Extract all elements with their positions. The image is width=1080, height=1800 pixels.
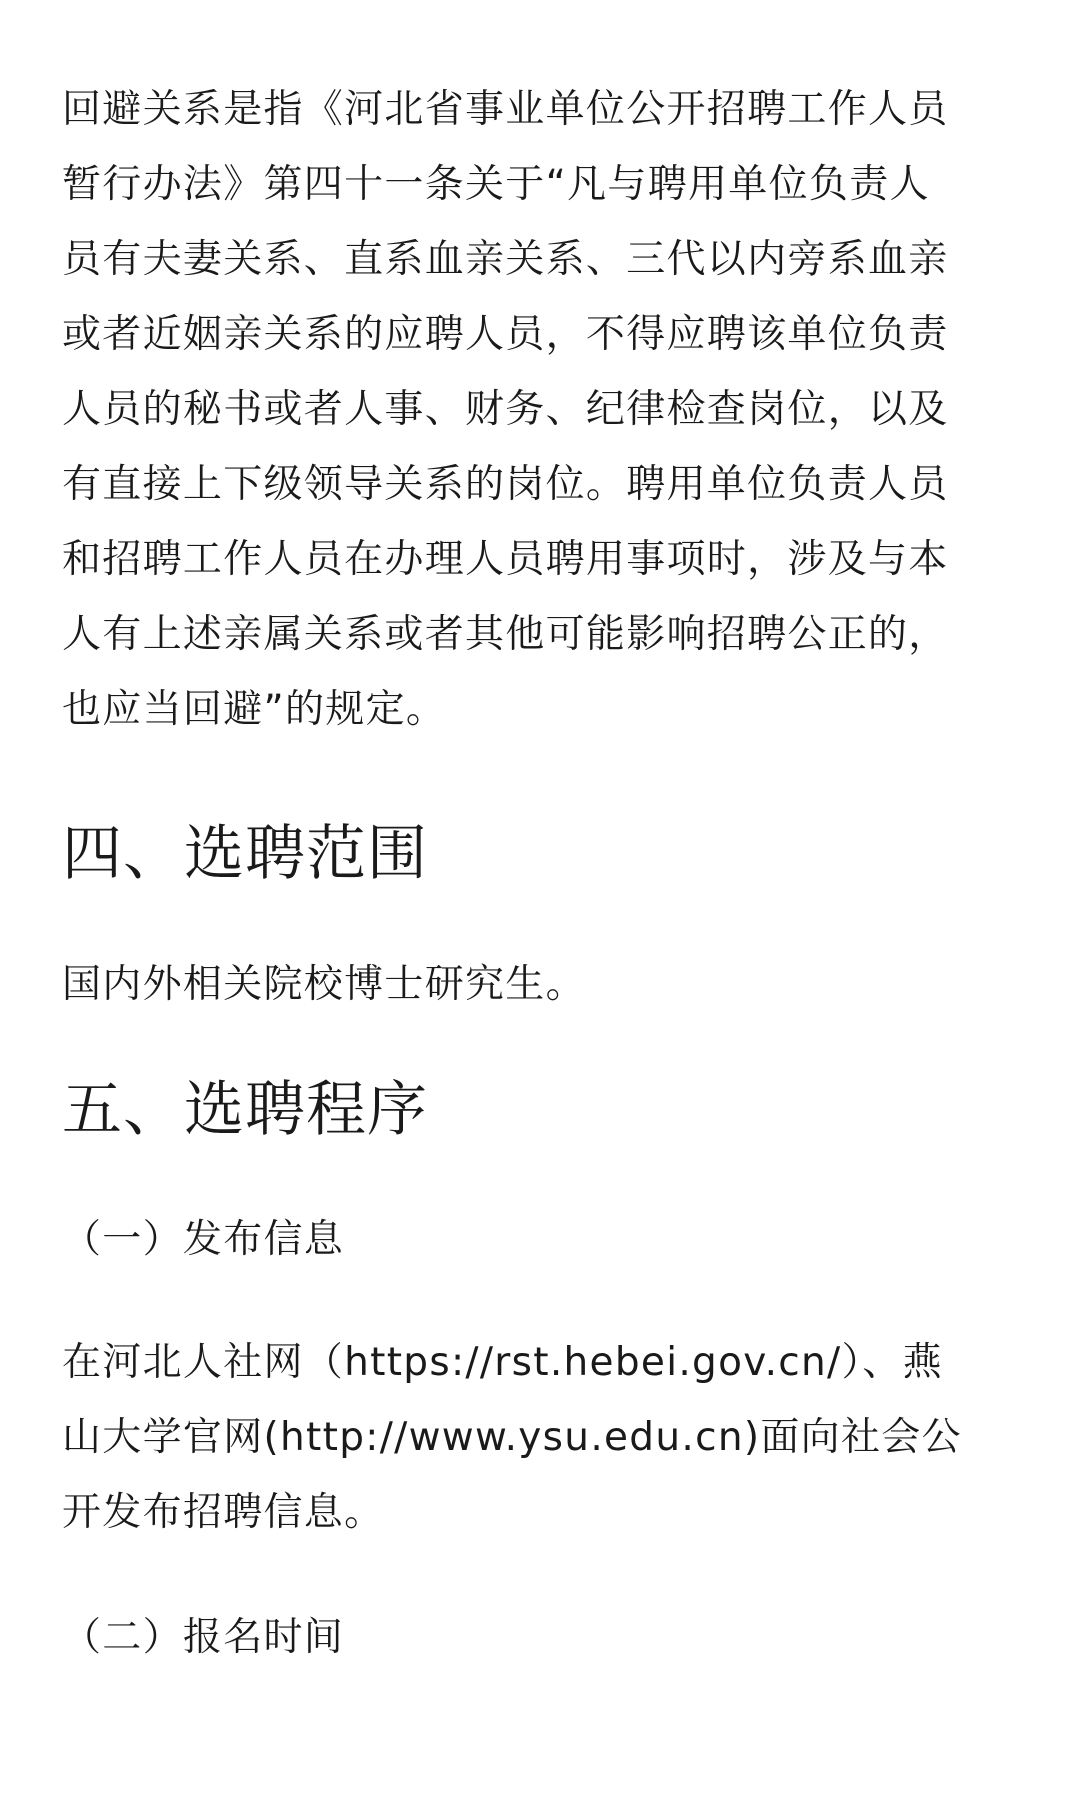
- subsection1-body: [62, 1325, 1018, 1550]
- text-line: 员有夫妻关系、直系血亲关系、三代以内旁系血亲: [62, 237, 949, 282]
- text-line: 在河北人社网（https://rst.hebei.gov.cn/）、燕: [62, 1340, 943, 1385]
- text-line: 人员的秘书或者人事、财务、纪律检查岗位，以及: [62, 387, 949, 432]
- text-line: 山大学官网(http://www.ysu.edu.cn)面向社会公: [62, 1415, 962, 1460]
- text-line: 或者近姻亲关系的应聘人员，不得应聘该单位负责: [62, 312, 949, 357]
- text-line: 开发布招聘信息。: [62, 1490, 385, 1535]
- section5-heading: 五、选聘程序: [62, 1075, 428, 1145]
- text-line: 人有上述亲属关系或者其他可能影响招聘公正的，: [62, 612, 949, 657]
- text-line: 也应当回避”的规定。: [62, 687, 447, 732]
- section4-heading: 四、选聘范围: [62, 819, 428, 889]
- avoidance-paragraph: [62, 72, 1018, 747]
- text-line: 和招聘工作人员在办理人员聘用事项时，涉及与本: [62, 537, 949, 582]
- text-line: 暂行办法》第四十一条关于“凡与聘用单位负责人: [62, 162, 930, 207]
- section4-body: 国内外相关院校博士研究生。: [62, 962, 586, 1007]
- text-line: 回避关系是指《河北省事业单位公开招聘工作人员: [62, 87, 949, 132]
- subsection2-title: （二）报名时间: [62, 1615, 345, 1660]
- text-line: 有直接上下级领导关系的岗位。聘用单位负责人员: [62, 462, 949, 507]
- subsection1-title: （一）发布信息: [62, 1217, 345, 1262]
